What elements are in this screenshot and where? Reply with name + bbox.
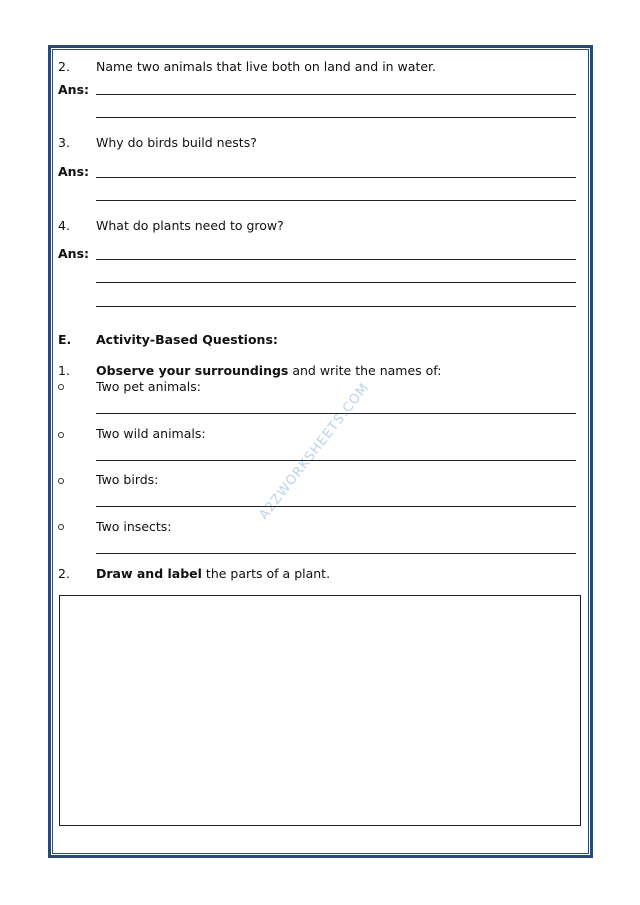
bullet-icon <box>58 524 64 530</box>
answer-line[interactable] <box>96 460 576 461</box>
question-text: Why do birds build nests? <box>96 135 257 150</box>
drawing-box[interactable] <box>59 595 581 826</box>
answer-line[interactable] <box>96 117 576 118</box>
answer-line[interactable] <box>96 282 576 283</box>
activity-item: Two insects: <box>96 519 172 534</box>
activity-item: Two birds: <box>96 472 159 487</box>
question-number: 2. <box>58 59 70 74</box>
answer-line[interactable] <box>96 177 576 178</box>
section-letter: E. <box>58 332 72 347</box>
activity-instruction-bold: Draw and label <box>96 566 202 581</box>
activity-number: 1. <box>58 363 70 378</box>
section-title: Activity-Based Questions: <box>96 332 278 347</box>
activity-instruction <box>96 363 441 378</box>
answer-label: Ans: <box>58 164 90 179</box>
answer-line[interactable] <box>96 94 576 95</box>
activity-instruction-bold: Observe your surroundings <box>96 363 289 378</box>
activity-instruction <box>96 566 330 581</box>
bullet-icon <box>58 478 64 484</box>
watermark: A2ZWORKSHEETS.COM <box>256 380 373 523</box>
question-number: 4. <box>58 218 70 233</box>
answer-label: Ans: <box>58 246 90 261</box>
question-number: 3. <box>58 135 70 150</box>
question-text: What do plants need to grow? <box>96 218 284 233</box>
activity-instruction-rest: and write the names of: <box>288 363 442 378</box>
answer-label: Ans: <box>58 82 90 97</box>
answer-line[interactable] <box>96 413 576 414</box>
bullet-icon <box>58 432 64 438</box>
question-text: Name two animals that live both on land and in water. <box>96 59 436 74</box>
answer-line[interactable] <box>96 200 576 201</box>
activity-item: Two wild animals: <box>96 426 206 441</box>
bullet-icon <box>58 384 64 390</box>
answer-line[interactable] <box>96 306 576 307</box>
answer-line[interactable] <box>96 259 576 260</box>
answer-line[interactable] <box>96 553 576 554</box>
activity-number: 2. <box>58 566 70 581</box>
answer-line[interactable] <box>96 506 576 507</box>
activity-instruction-rest: the parts of a plant. <box>201 566 331 581</box>
activity-item: Two pet animals: <box>96 379 201 394</box>
